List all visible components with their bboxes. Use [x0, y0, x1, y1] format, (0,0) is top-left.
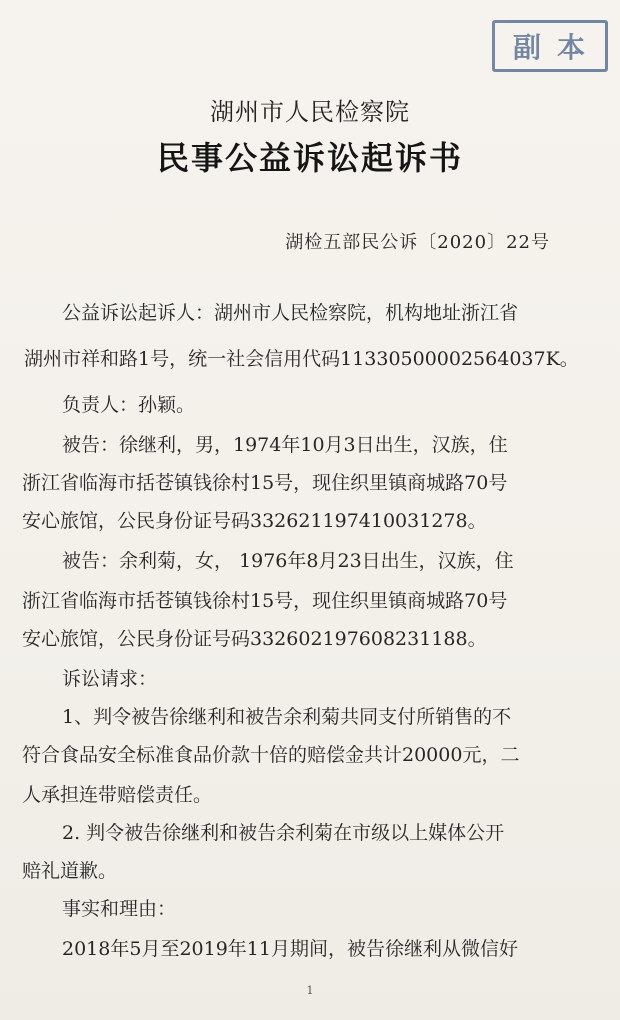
body-line: 人承担连带赔偿责任。 — [22, 784, 213, 806]
body-line: 安心旅馆，公民身份证号码332621197410031278。 — [22, 510, 487, 532]
body-line: 事实和理由： — [62, 898, 177, 920]
body-line: 负责人：孙颖。 — [62, 394, 196, 416]
page-number: 1 — [306, 984, 314, 997]
body-line: 1、判令被告徐继利和被告余利菊共同支付所销售的不 — [62, 706, 512, 728]
body-line: 诉讼请求： — [62, 668, 158, 690]
body-line: 被告：余利菊，女， 1976年8月23日出生，汉族，住 — [62, 550, 514, 572]
body-line: 赔礼道歉。 — [22, 860, 118, 882]
body-line: 被告：徐继利，男，1974年10月3日出生，汉族，住 — [62, 434, 508, 456]
body-line: 公益诉讼起诉人：湖州市人民检察院，机构地址浙江省 — [62, 302, 519, 324]
body-line: 浙江省临海市括苍镇钱徐村15号，现住织里镇商城路70号 — [22, 590, 508, 612]
copy-stamp: 副本 — [492, 20, 608, 72]
body-line: 安心旅馆，公民身份证号码332602197608231188。 — [22, 628, 487, 650]
body-line: 2. 判令被告徐继利和被告余利菊在市级以上媒体公开 — [62, 822, 505, 844]
body-line: 符合食品安全标准食品价款十倍的赔偿金共计20000元，二 — [22, 744, 520, 766]
body-line: 浙江省临海市括苍镇钱徐村15号，现住织里镇商城路70号 — [22, 472, 508, 494]
body-line: 2018年5月至2019年11月期间，被告徐继利从微信好 — [62, 938, 518, 960]
body-line: 湖州市祥和路1号，统一社会信用代码11330500002564037K。 — [24, 348, 579, 370]
document-title: 民事公益诉讼起诉书 — [156, 139, 463, 177]
document-number: 湖检五部民公诉〔2020〕22号 — [285, 232, 550, 253]
procuratorate-name: 湖州市人民检察院 — [210, 98, 410, 126]
